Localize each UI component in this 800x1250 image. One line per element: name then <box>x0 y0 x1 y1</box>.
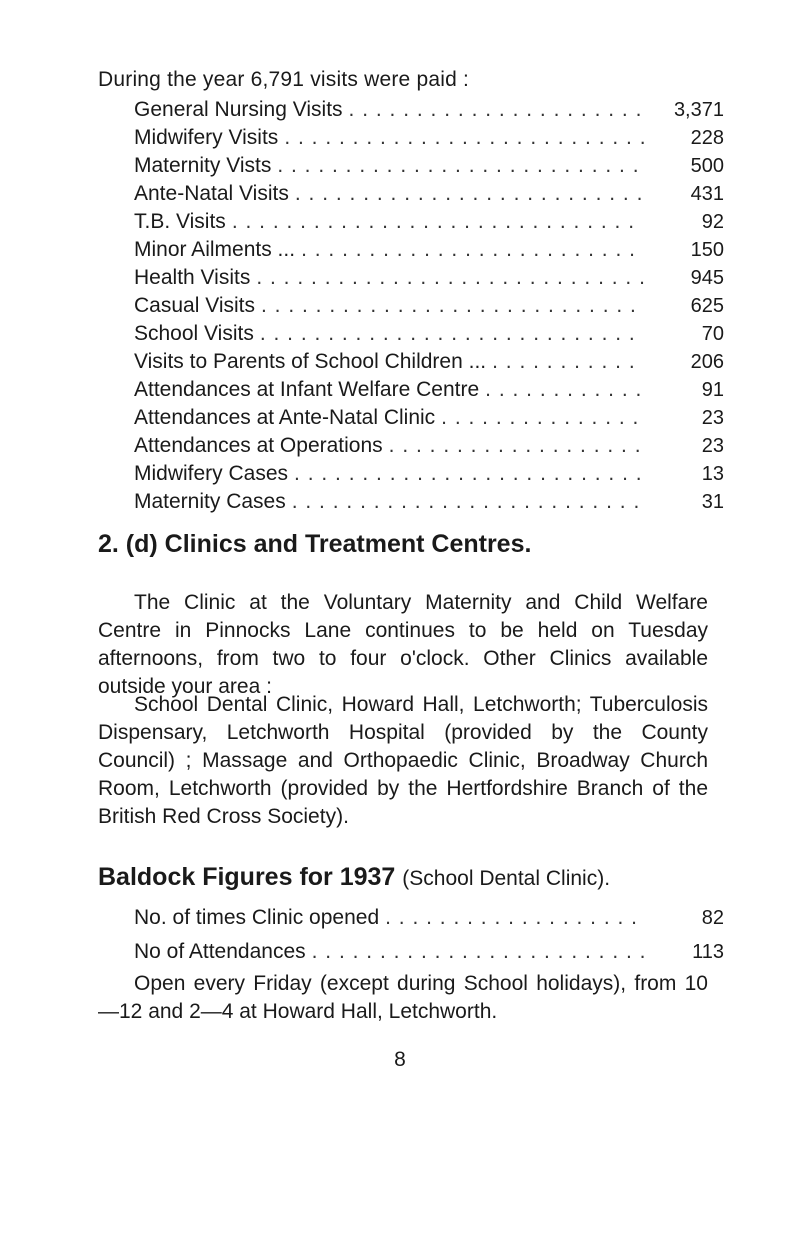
row-label: T.B. Visits <box>134 210 226 233</box>
table-row <box>134 292 724 320</box>
dot-leader <box>295 236 644 264</box>
table-row <box>134 320 724 348</box>
row-label: No of Attendances <box>134 940 306 963</box>
dot-leader <box>226 208 644 236</box>
table-row <box>134 124 724 152</box>
dot-leader <box>254 320 644 348</box>
row-value: 82 <box>701 907 724 929</box>
table-row <box>134 376 724 404</box>
dot-leader <box>289 180 644 208</box>
row-label: Visits to Parents of School Children ... <box>134 350 487 373</box>
dot-leader <box>383 432 644 460</box>
row-value: 228 <box>690 127 724 149</box>
baldock-heading-subtitle: (School Dental Clinic). <box>402 867 611 890</box>
dot-leader <box>379 901 644 935</box>
row-label: Casual Visits <box>134 294 255 317</box>
row-label: Health Visits <box>134 266 251 289</box>
dot-leader <box>435 404 644 432</box>
dot-leader <box>306 935 644 969</box>
dot-leader <box>343 96 644 124</box>
table-row <box>134 404 724 432</box>
table-row <box>134 460 724 488</box>
dot-leader <box>288 460 644 488</box>
row-label: Midwifery Cases <box>134 462 289 485</box>
row-label: Minor Ailments ... <box>134 238 296 261</box>
row-value: 3,371 <box>673 99 724 121</box>
intro-line: During the year 6,791 visits were paid : <box>98 68 470 91</box>
table-row <box>134 901 724 935</box>
row-label: Attendances at Operations <box>134 434 383 457</box>
row-label: Ante-Natal Visits <box>134 182 289 205</box>
row-label: Midwifery Visits <box>134 126 279 149</box>
paragraph-opening-hours: Open every Friday (except during School holidays), from 10—12 and 2—4 at Howard Hall, Letchworth. <box>98 972 708 1023</box>
paragraph-clinic: The Clinic at the Voluntary Maternity and Child Welfare Centre in Pinnocks Lane continues to be held on Tuesday afternoons, from two to four o'clock. Other Clinics available outside your area : <box>98 591 708 698</box>
row-value: 113 <box>692 941 724 963</box>
table-row <box>134 348 724 376</box>
table-row <box>134 152 724 180</box>
baldock-table <box>134 901 724 969</box>
dot-leader <box>255 292 644 320</box>
table-row <box>134 180 724 208</box>
row-value: 431 <box>690 183 724 205</box>
row-value: 625 <box>690 295 724 317</box>
table-row <box>134 432 724 460</box>
row-value: 23 <box>701 407 724 429</box>
table-row <box>134 96 724 124</box>
dot-leader <box>278 124 644 152</box>
row-value: 206 <box>690 351 724 373</box>
dot-leader <box>286 488 644 516</box>
table-row <box>134 488 724 516</box>
table-row <box>134 935 724 969</box>
row-label: School Visits <box>134 322 254 345</box>
dot-leader <box>271 152 644 180</box>
row-value: 500 <box>690 155 724 177</box>
paragraph-other-clinics: School Dental Clinic, Howard Hall, Letchworth; Tuberculosis Dispensary, Letchworth Hospital (provided by the County Council) ; Massage and Orthopaedic Clinic, Broadway Church Room, Letchworth (provided by the Hertfordshire Branch of the British Red Cross Society). <box>98 693 708 828</box>
baldock-heading <box>98 863 610 892</box>
dot-leader <box>479 376 644 404</box>
row-label: Maternity Vists <box>134 154 272 177</box>
row-value: 91 <box>701 379 724 401</box>
visits-table <box>134 96 724 516</box>
row-value: 945 <box>690 267 724 289</box>
row-label: No. of times Clinic opened <box>134 906 380 929</box>
row-label: General Nursing Visits <box>134 98 343 121</box>
row-value: 31 <box>701 491 724 513</box>
row-label: Attendances at Ante-Natal Clinic <box>134 406 436 429</box>
row-label: Attendances at Infant Welfare Centre <box>134 378 480 401</box>
row-value: 70 <box>701 323 724 345</box>
section-heading: 2. (d) Clinics and Treatment Centres. <box>98 530 532 558</box>
table-row <box>134 264 724 292</box>
table-row <box>134 208 724 236</box>
table-row <box>134 236 724 264</box>
row-label: Maternity Cases <box>134 490 286 513</box>
row-value: 150 <box>690 239 724 261</box>
baldock-heading-title: Baldock Figures for 1937 <box>98 863 396 891</box>
page-number: 8 <box>394 1048 406 1071</box>
dot-leader <box>486 348 644 376</box>
row-value: 23 <box>701 435 724 457</box>
row-value: 92 <box>701 211 724 233</box>
dot-leader <box>250 264 644 292</box>
row-value: 13 <box>701 463 724 485</box>
